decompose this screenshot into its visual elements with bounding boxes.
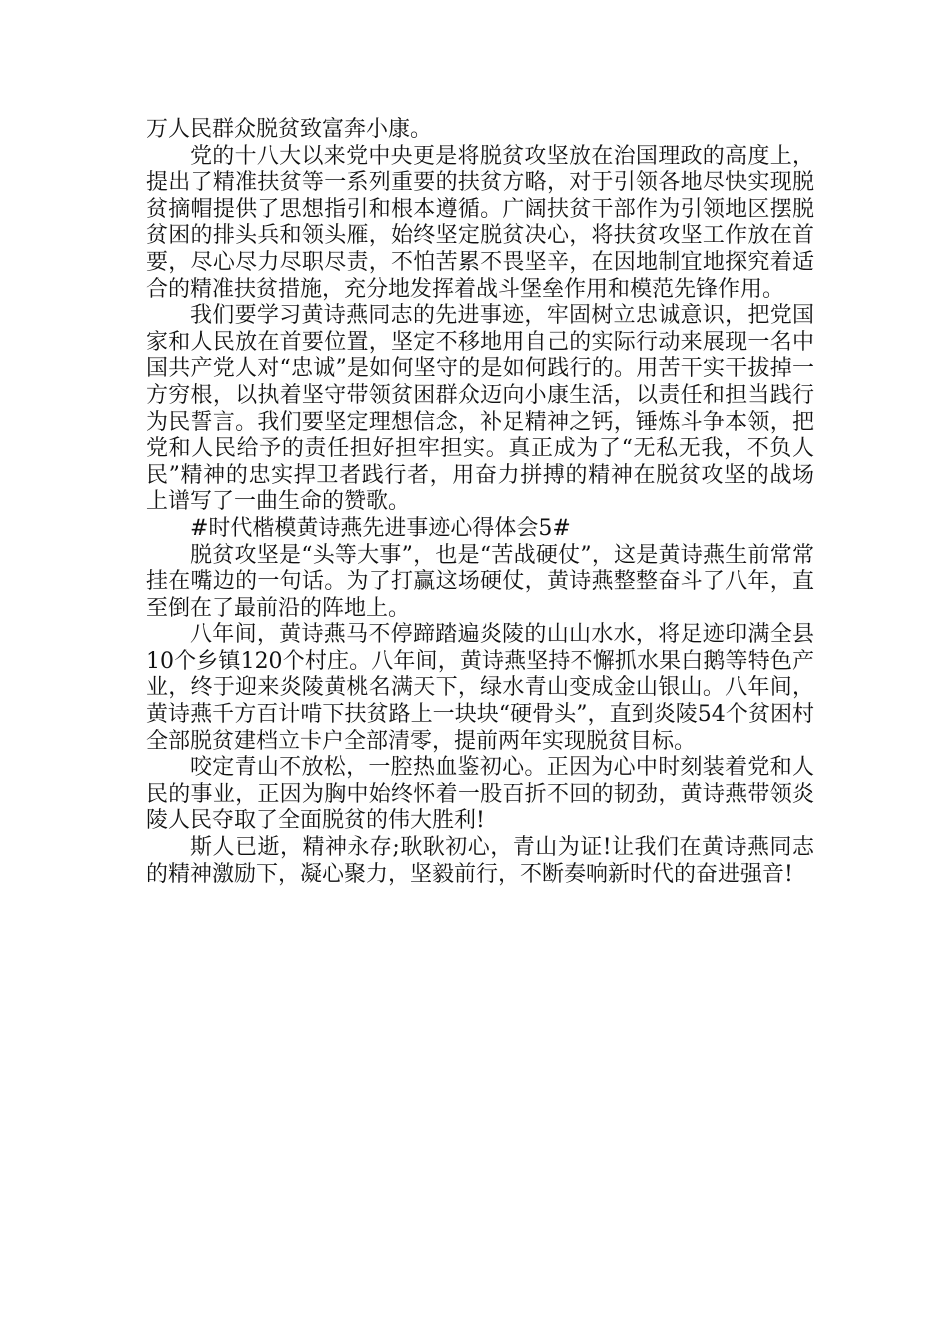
paragraph: 八年间，黄诗燕马不停蹄踏遍炎陵的山山水水，将足迹印满全县10个乡镇120个村庄。八年间，黄诗燕坚持不懈抓水果白鹅等特色产业，终于迎来炎陵黄桃名满天下，绿水青山变成金山银山。八年间，黄诗燕千方百计啃下扶贫路上一块块“硬骨头”，直到炎陵54个贫困村全部脱贫建档立卡户全部清零，提前两年实现脱贫目标。 [146,622,814,754]
paragraph-continuation: 万人民群众脱贫致富奔小康。 [146,117,433,142]
paragraph: 咬定青山不放松，一腔热血鉴初心。正因为心中时刻装着党和人民的事业，正因为胸中始终怀着一股百折不回的韧劲，黄诗燕带领炎陵人民夺取了全面脱贫的伟大胜利! [146,755,814,834]
document-body [146,117,814,888]
paragraph: 斯人已逝，精神永存;耿耿初心，青山为证!让我们在黄诗燕同志的精神激励下，凝心聚力，坚毅前行，不断奏响新时代的奋进强音! [146,835,814,887]
section-heading: #时代楷模黄诗燕先进事迹心得体会5# [190,515,571,541]
paragraph: 我们要学习黄诗燕同志的先进事迹，牢固树立忠诚意识，把党国家和人民放在首要位置，坚定不移地用自己的实际行动来展现一名中国共产党人对“忠诚”是如何坚守的是如何践行的。用苦干实干拔掉一方穷根，以执着坚守带领贫困群众迈向小康生活，以责任和担当践行为民誓言。我们要坚定理想信念，补足精神之钙，锤炼斗争本领，把党和人民给予的责任担好担牢担实。真正成为了“无私无我，不负人民”精神的忠实捍卫者践行者，用奋力拼搏的精神在脱贫攻坚的战场上谱写了一曲生命的赞歌。 [146,303,814,515]
paragraph: 党的十八大以来党中央更是将脱贫攻坚放在治国理政的高度上，提出了精准扶贫等一系列重要的扶贫方略，对于引领各地尽快实现脱贫摘帽提供了思想指引和根本遵循。广阔扶贫干部作为引领地区摆脱贫困的排头兵和领头雁，始终坚定脱贫决心，将扶贫攻坚工作放在首要，尽心尽力尽职尽责，不怕苦累不畏坚辛，在因地制宜地探究着适合的精准扶贫措施，充分地发挥着战斗堡垒作用和模范先锋作用。 [146,143,814,302]
paragraph: 脱贫攻坚是“头等大事”，也是“苦战硬仗”，这是黄诗燕生前常常挂在嘴边的一句话。为了打赢这场硬仗，黄诗燕整整奋斗了八年，直至倒在了最前沿的阵地上。 [146,542,814,621]
